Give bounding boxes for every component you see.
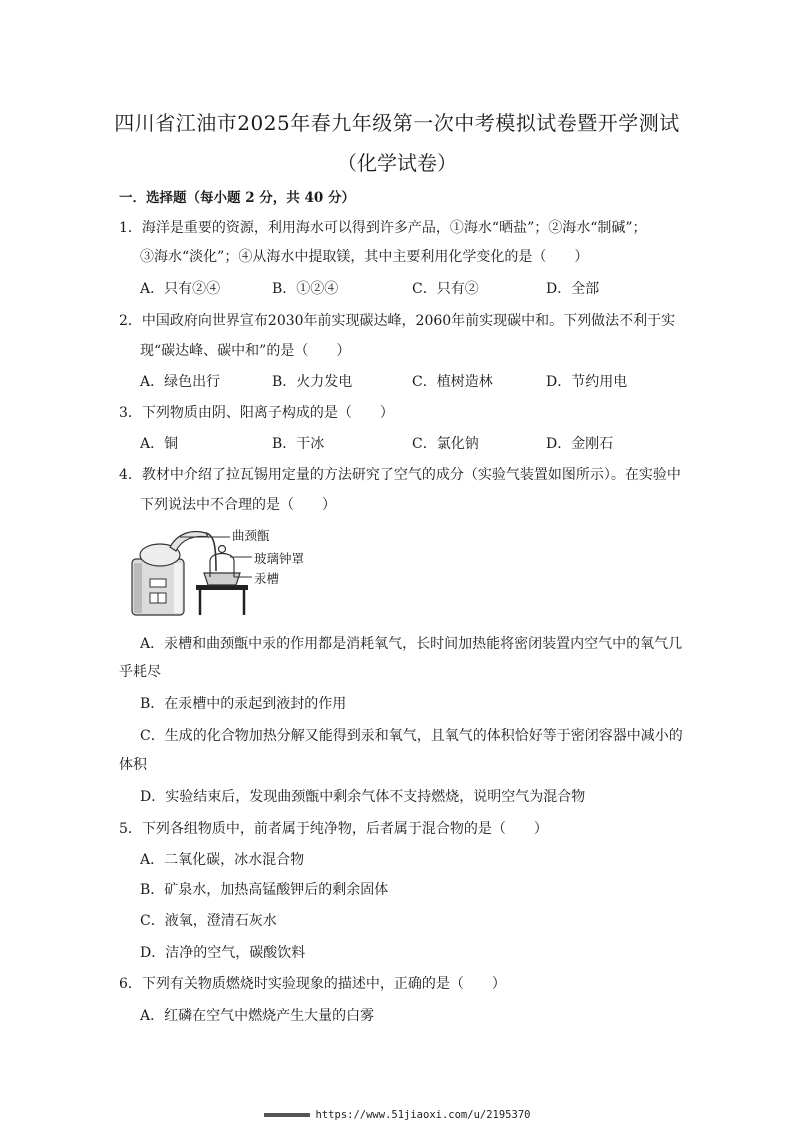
question-4-option-a-cont: 乎耗尽 (119, 664, 161, 680)
question-5-option-c: C．液氧，澄清石灰水 (140, 913, 277, 929)
question-4-option-c-cont: 体积 (119, 757, 147, 773)
question-4-option-a: A．汞槽和曲颈甑中汞的作用都是消耗氧气，长时间加热能将密闭装置内空气中的氧气几 (140, 636, 683, 652)
question-2-option-c: C．植树造林 (412, 374, 493, 390)
question-4-stem: 4．教材中介绍了拉瓦锡用定量的方法研究了空气的成分（实验气装置如图所示）。在实验中 (119, 467, 681, 483)
bell-jar-label: 玻璃钟罩 (254, 551, 305, 566)
site-logo-icon (264, 1113, 310, 1117)
page-footer (0, 1109, 794, 1121)
footer-url[interactable]: https://www.51jiaoxi.com/u/2195370 (315, 1109, 531, 1121)
page-subtitle: （化学试卷） (337, 151, 457, 175)
section-heading: 一．选择题（每小题 2 分，共 40 分） (119, 190, 355, 206)
trough-label: 汞槽 (254, 571, 280, 586)
lavoisier-apparatus-figure (130, 527, 305, 619)
question-1-stem: 1．海洋是重要的资源，利用海水可以得到许多产品，①海水“晒盐”；②海水“制碱”； (119, 220, 647, 236)
question-5-stem: 5．下列各组物质中，前者属于纯净物，后者属于混合物的是（ ） (119, 821, 548, 837)
question-3-option-b: B．干冰 (272, 436, 325, 452)
question-1-option-d: D．全部 (546, 281, 600, 297)
question-4-option-b: B．在汞槽中的汞起到液封的作用 (140, 696, 347, 712)
question-4-option-c: C．生成的化合物加热分解又能得到汞和氧气，且氧气的体积恰好等于密闭容器中减小的 (140, 728, 683, 744)
question-1-stem-cont: ③海水“淡化”；④从海水中提取镁，其中主要利用化学变化的是（ ） (140, 249, 589, 265)
question-3-option-c: C．氯化钠 (412, 436, 479, 452)
question-2-stem: 2．中国政府向世界宣布2030年前实现碳达峰，2060年前实现碳中和。下列做法不利于实 (119, 313, 676, 329)
question-6-option-a: A．红磷在空气中燃烧产生大量的白雾 (140, 1008, 375, 1024)
question-1-option-a: A．只有②④ (140, 281, 221, 297)
question-2-option-d: D．节约用电 (546, 374, 628, 390)
question-1-option-c: C．只有② (412, 281, 479, 297)
question-1-option-b: B．①②④ (272, 281, 339, 297)
question-5-option-a: A．二氧化碳，冰水混合物 (140, 852, 305, 868)
question-3-stem: 3．下列物质由阴、阳离子构成的是（ ） (119, 405, 394, 421)
question-3-option-a: A．铜 (140, 436, 179, 452)
question-2-option-a: A．绿色出行 (140, 374, 221, 390)
question-5-option-b: B．矿泉水，加热高锰酸钾后的剩余固体 (140, 882, 389, 898)
question-2-stem-cont: 现“碳达峰、碳中和”的是（ ） (140, 343, 351, 359)
question-4-option-d: D．实验结束后，发现曲颈甑中剩余气体不支持燃烧，说明空气为混合物 (140, 789, 586, 805)
question-6-stem: 6．下列有关物质燃烧时实验现象的描述中，正确的是（ ） (119, 976, 506, 992)
question-4-stem-cont: 下列说法中不合理的是（ ） (140, 497, 336, 513)
retort-label: 曲颈甑 (232, 528, 270, 543)
page-title: 四川省江油市2025年春九年级第一次中考模拟试卷暨开学测试 (114, 111, 680, 135)
question-5-option-d: D．洁净的空气，碳酸饮料 (140, 945, 306, 961)
question-3-option-d: D．金刚石 (546, 436, 614, 452)
question-2-option-b: B．火力发电 (272, 374, 353, 390)
